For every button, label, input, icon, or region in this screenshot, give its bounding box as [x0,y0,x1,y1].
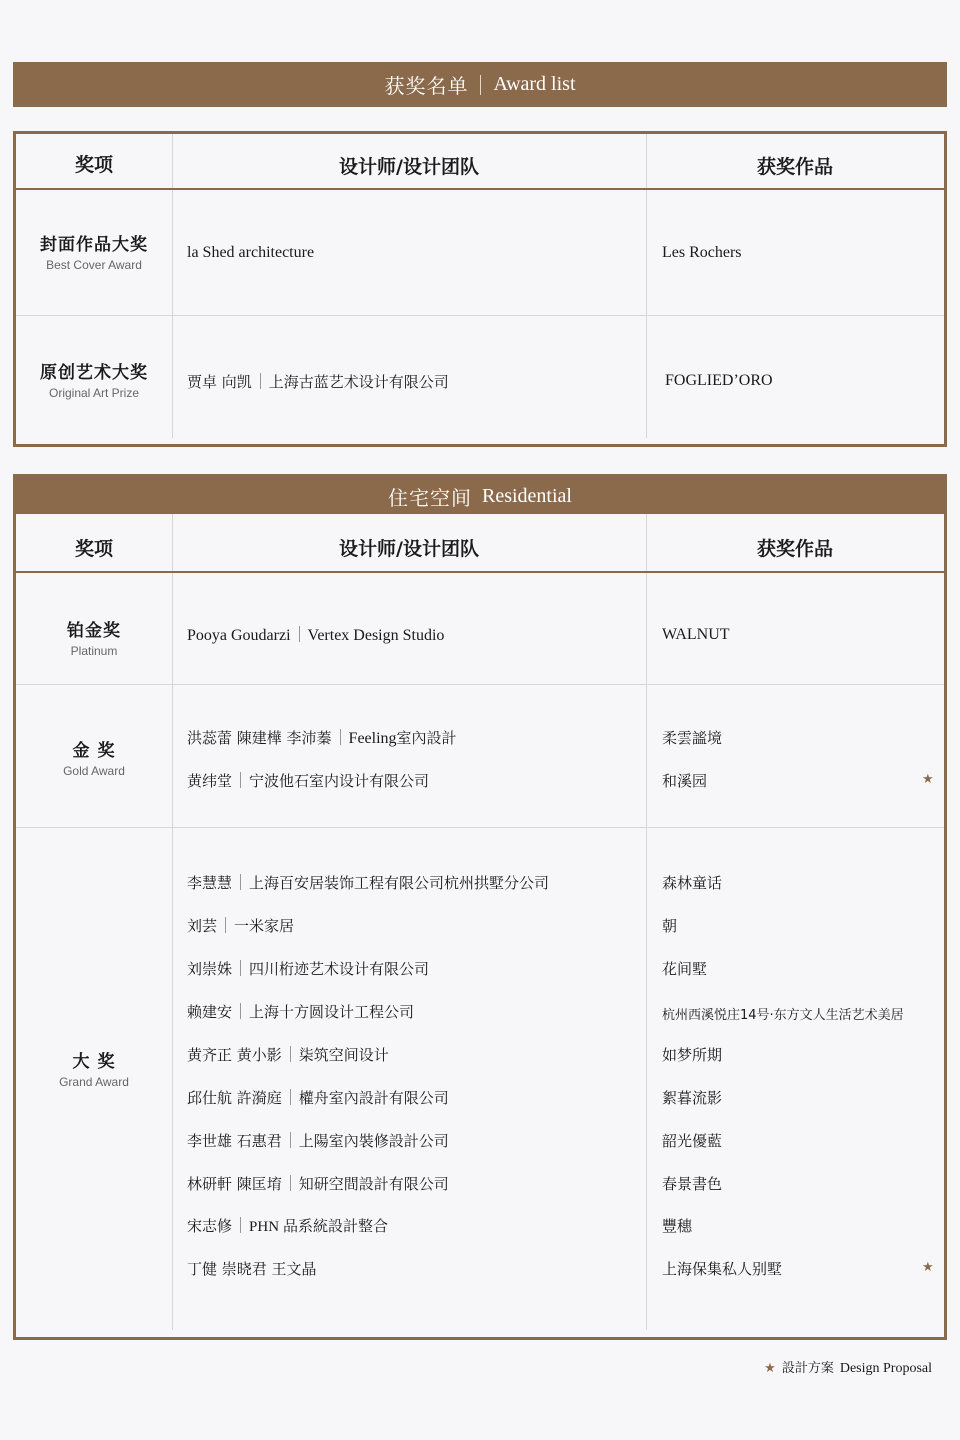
row-divider [16,315,944,316]
work-cell: 春景書色 [662,1175,723,1193]
work-cell: 絮暮流影 [662,1089,723,1107]
category-platinum [16,616,172,658]
designer-cell: la Shed architecture [187,244,315,261]
designer-cell [187,958,429,979]
designer-names: 贾卓 向凯 [187,373,252,391]
work-cell: Les Rochers [662,244,742,261]
star-icon: ★ [922,772,934,787]
star-icon: ★ [922,1260,934,1275]
category-cn: 金 奖 [72,741,116,761]
designer-names: 洪蕊蕾 陳建樺 李沛蓁 [187,729,332,747]
designer-names: 刘芸 [187,917,218,935]
name-separator [240,1003,241,1019]
designer-company: 柒筑空间设计 [298,1046,389,1064]
designer-company-cn: 品系統設計整合 [283,1217,389,1235]
designer-company: 宁波他石室内设计有限公司 [249,772,430,790]
work-cell: 韶光優藍 [662,1132,723,1150]
category-cn: 铂金奖 [67,621,121,641]
work-cell: 上海保集私人别墅 [662,1260,783,1278]
residential-banner [13,474,947,519]
row-divider [16,827,944,828]
category-en: Best Cover Award [46,258,142,272]
name-separator [340,729,341,745]
category-cn: 封面作品大奖 [40,235,148,255]
footer-design-proposal [764,1357,932,1377]
header-designer: 设计师/设计团队 [339,156,479,178]
category-grand [16,1047,172,1089]
designer-company: 上海百安居装饰工程有限公司杭州拱墅分公司 [249,874,550,892]
designer-names: 李慧慧 [187,874,233,892]
name-separator [290,1132,291,1148]
name-separator [240,1217,241,1233]
designer-cell [187,1173,449,1194]
category-en: Grand Award [59,1075,129,1089]
name-separator [260,373,261,389]
category-cn: 大 奖 [72,1052,116,1072]
work-cell: FOGLIED’ORO [665,372,773,389]
award-list-title-cn: 获奖名单 [384,74,469,98]
name-separator [240,960,241,976]
designer-names: 李世雄 石惠君 [187,1132,282,1150]
designer-cell [187,1087,449,1108]
title-separator [480,75,481,95]
work-cell: 花间墅 [662,960,708,978]
designer-company: 上海十方圆设计工程公司 [249,1003,415,1021]
designer-names: 丁健 崇晓君 王文晶 [187,1260,317,1278]
designer-company: 一米家居 [234,917,295,935]
column-divider [172,514,173,1330]
designer-company: 權舟室內設計有限公司 [298,1089,449,1107]
column-divider [646,134,647,438]
designer-company: Vertex Design Studio [307,627,445,644]
star-icon: ★ [764,1361,776,1376]
work-cell: 如梦所期 [662,1046,723,1064]
designer-names: 黄纬堂 [187,772,233,790]
designer-cell [187,1001,414,1022]
header-work: 获奖作品 [756,156,833,178]
work-cell: 森林童话 [662,874,723,892]
column-divider [172,134,173,438]
work-cell: 朝 [662,917,678,935]
designer-names: Pooya Goudarzi [187,627,291,644]
designer-names: 宋志修 [187,1217,233,1235]
designer-names: 赖建安 [187,1003,233,1021]
designer-cell [187,1258,317,1279]
category-cn: 原创艺术大奖 [40,363,148,383]
designer-cell [187,915,294,936]
category-en: Platinum [70,644,118,658]
designer-names: 林研軒 陳匡堉 [187,1175,282,1193]
designer-names: 黄齐正 黄小影 [187,1046,282,1064]
category-best-cover [16,230,172,272]
name-separator [299,626,300,642]
designer-cell [187,626,444,645]
category-original-art [16,358,172,400]
designer-cell [187,1044,389,1065]
designer-company-cn: 室內設計 [396,729,457,747]
award-list-title-en: Award list [493,73,576,95]
designer-names: 刘崇姝 [187,960,233,978]
column-divider [646,514,647,1330]
designer-cell [187,1130,449,1151]
designer-company: 上海古蓝艺术设计有限公司 [268,373,449,391]
name-separator [290,1046,291,1062]
header-designer: 设计师/设计团队 [339,538,479,560]
category-en: Original Art Prize [48,386,140,400]
name-separator [290,1175,291,1191]
designer-company: 四川桁迹艺术设计有限公司 [249,960,430,978]
award-list-banner [13,62,947,107]
designer-company: 知研空間設計有限公司 [298,1175,449,1193]
work-cell: 杭州西溪悦庄14号·东方文人生活艺术美居 [662,1008,904,1023]
row-divider [16,684,944,685]
designer-cell [187,1215,388,1236]
name-separator [290,1089,291,1105]
work-cell: 柔雲謐境 [662,729,723,747]
designer-company: 上陽室內裝修設計公司 [298,1132,449,1150]
residential-title-en: Residential [482,485,572,507]
work-cell: 和溪园 [662,772,708,790]
work-cell: 豐穗 [662,1217,693,1235]
residential-title-cn: 住宅空间 [388,486,472,510]
designer-cell [187,371,449,392]
designer-company-en: PHN [249,1219,280,1235]
header-divider [16,188,944,190]
header-category: 奖项 [74,154,113,176]
residential-table [13,514,947,1340]
award-list-table [13,131,947,447]
category-gold [16,736,172,778]
designer-names: 邱仕航 許漪庭 [187,1089,282,1107]
designer-company-en: Feeling [348,730,397,747]
header-work: 获奖作品 [756,538,833,560]
designer-cell [187,872,549,893]
footer-cn: 設計方案 [781,1361,834,1376]
designer-cell [187,770,429,791]
name-separator [225,917,226,933]
work-cell: WALNUT [662,626,730,643]
header-divider [16,571,944,573]
header-category: 奖项 [74,538,113,560]
designer-cell [187,727,457,748]
name-separator [240,772,241,788]
category-en: Gold Award [63,764,125,778]
name-separator [240,874,241,890]
footer-en: Design Proposal [839,1361,932,1376]
